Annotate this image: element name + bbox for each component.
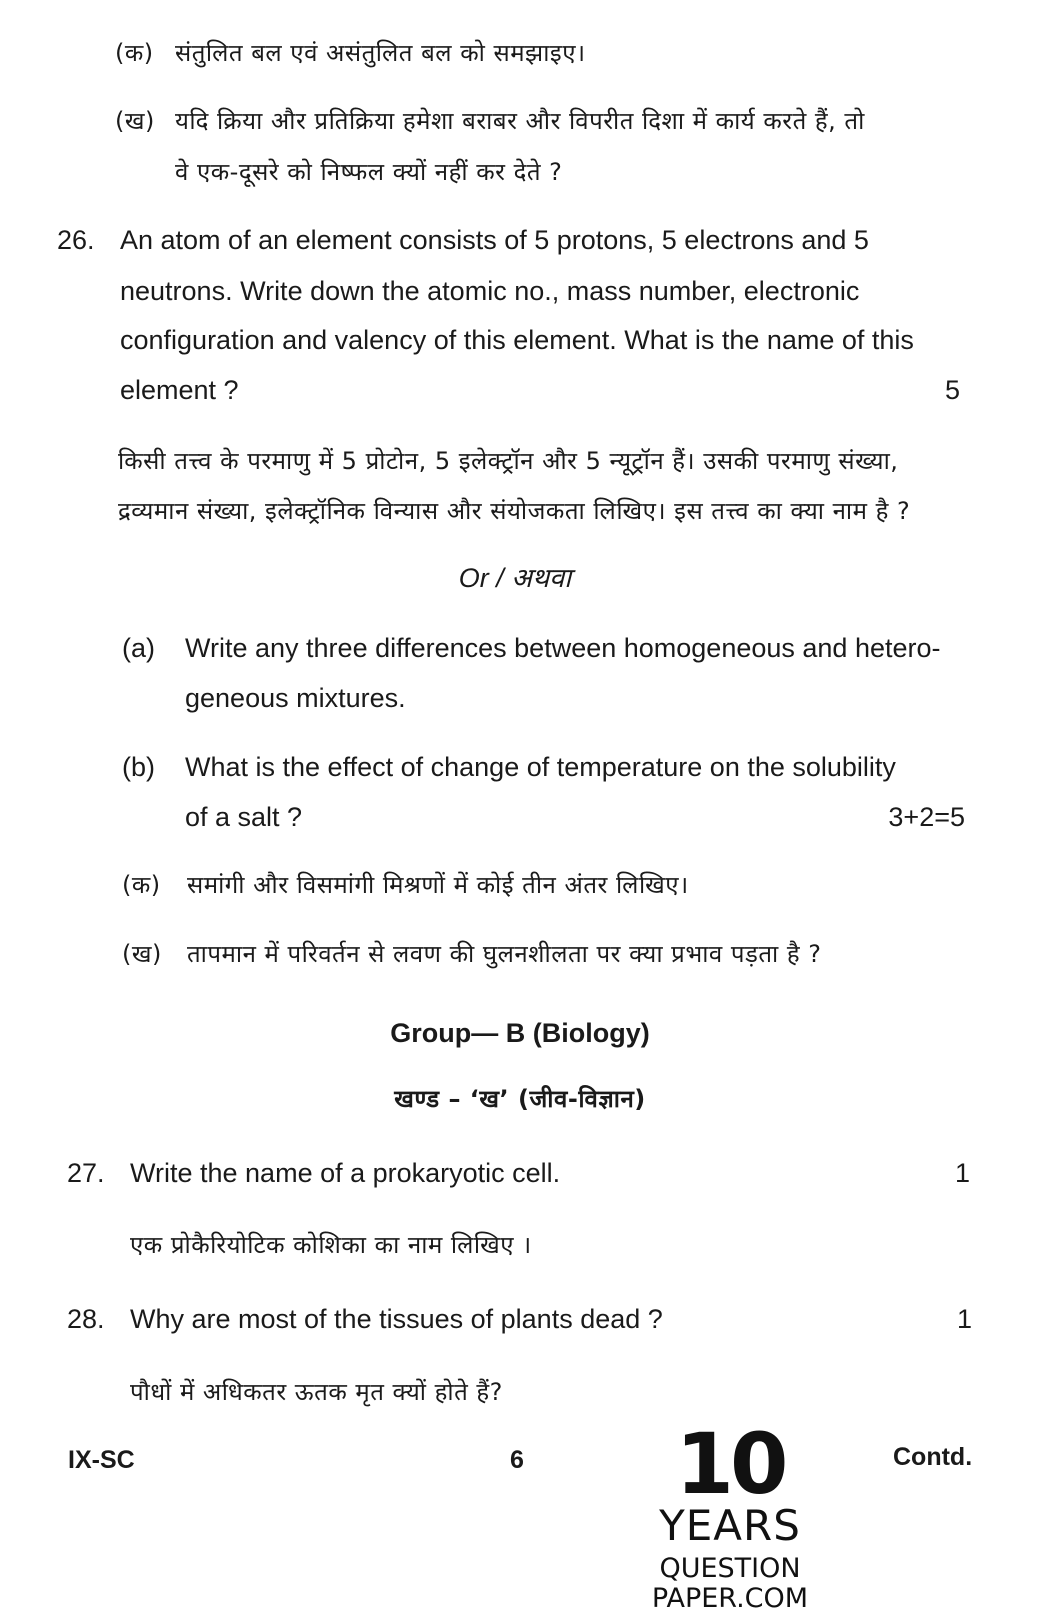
q26-b-marks: 3+2=5 (888, 802, 965, 832)
footer-contd: Contd. (893, 1443, 973, 1471)
q26-kha-text: तापमान में परिवर्तन से लवण की घुलनशीलता पर क्या प्रभाव पड़ता है ? (187, 940, 822, 968)
q26-b-line2: of a salt ? (185, 802, 303, 832)
q26-a-line1: Write any three differences between homogeneous and hetero- (185, 633, 941, 663)
q26-line2: neutrons. Write down the atomic no., mass number, electronic (120, 276, 860, 306)
q25-kha-label: (ख) (115, 107, 155, 135)
q27-hindi: एक प्रोकैरियोटिक कोशिका का नाम लिखिए । (130, 1231, 532, 1259)
q26-a-line2: geneous mixtures. (185, 683, 406, 713)
q26-line4: element ? (120, 375, 239, 405)
q28-marks: 1 (956, 1304, 972, 1334)
q26-b-label: (b) (122, 752, 155, 782)
q26-b-line1: What is the effect of change of temperature on the solubility (185, 752, 896, 782)
q26-ka-text: समांगी और विसमांगी मिश्रणों में कोई तीन अंतर लिखिए। (187, 871, 689, 899)
q26-hindi-line1: किसी तत्त्व के परमाणु में 5 प्रोटोन, 5 इलेक्ट्रॉन और 5 न्यूट्रॉन हैं। उसकी परमाणु संख्या, (118, 447, 899, 475)
logo-site: QUESTION PAPER.COM (651, 1553, 809, 1614)
or-separator: Or / अथवा (458, 563, 572, 593)
q26-hindi-line2: द्रव्यमान संख्या, इलेक्ट्रॉनिक विन्यास और संयोजकता लिखिए। इस तत्त्व का क्या नाम है ? (118, 497, 911, 525)
q25-kha-line2: वे एक-दूसरे को निष्फल क्यों नहीं कर देते ? (175, 158, 563, 186)
site-logo-watermark (590, 1415, 870, 1614)
q26-kha-label: (ख) (122, 940, 162, 968)
q26-ka-label: (क) (122, 871, 161, 899)
q26-a-label: (a) (122, 633, 155, 663)
logo-years: YEARS (659, 1501, 801, 1550)
q28-hindi: पौधों में अधिकतर ऊतक मृत क्यों होते हैं? (130, 1378, 503, 1406)
q27-text: Write the name of a prokaryotic cell. (130, 1158, 561, 1188)
footer-page-number: 6 (510, 1446, 524, 1474)
q28-text: Why are most of the tissues of plants dead ? (130, 1304, 663, 1334)
q26-number: 26. (57, 225, 95, 255)
q27-number: 27. (67, 1158, 105, 1188)
q25-ka-label: (क) (115, 39, 154, 67)
q25-ka-text: संतुलित बल एवं असंतुलित बल को समझाइए। (175, 39, 586, 67)
q28-number: 28. (67, 1304, 105, 1334)
q26-line3: configuration and valency of this element. What is the name of this (120, 325, 914, 355)
group-b-title: Group— B (Biology) (390, 1018, 650, 1048)
q25-kha-line1: यदि क्रिया और प्रतिक्रिया हमेशा बराबर और विपरीत दिशा में कार्य करते हैं, तो (175, 107, 865, 135)
footer-paper-code: IX-SC (68, 1446, 135, 1474)
q26-marks: 5 (944, 375, 960, 405)
q27-marks: 1 (954, 1158, 970, 1188)
group-b-hindi-title: खण्ड – ‘ख’ (जीव-विज्ञान) (394, 1085, 646, 1113)
q26-line1: An atom of an element consists of 5 protons, 5 electrons and 5 (120, 225, 869, 255)
logo-ten: 10 (675, 1415, 785, 1513)
